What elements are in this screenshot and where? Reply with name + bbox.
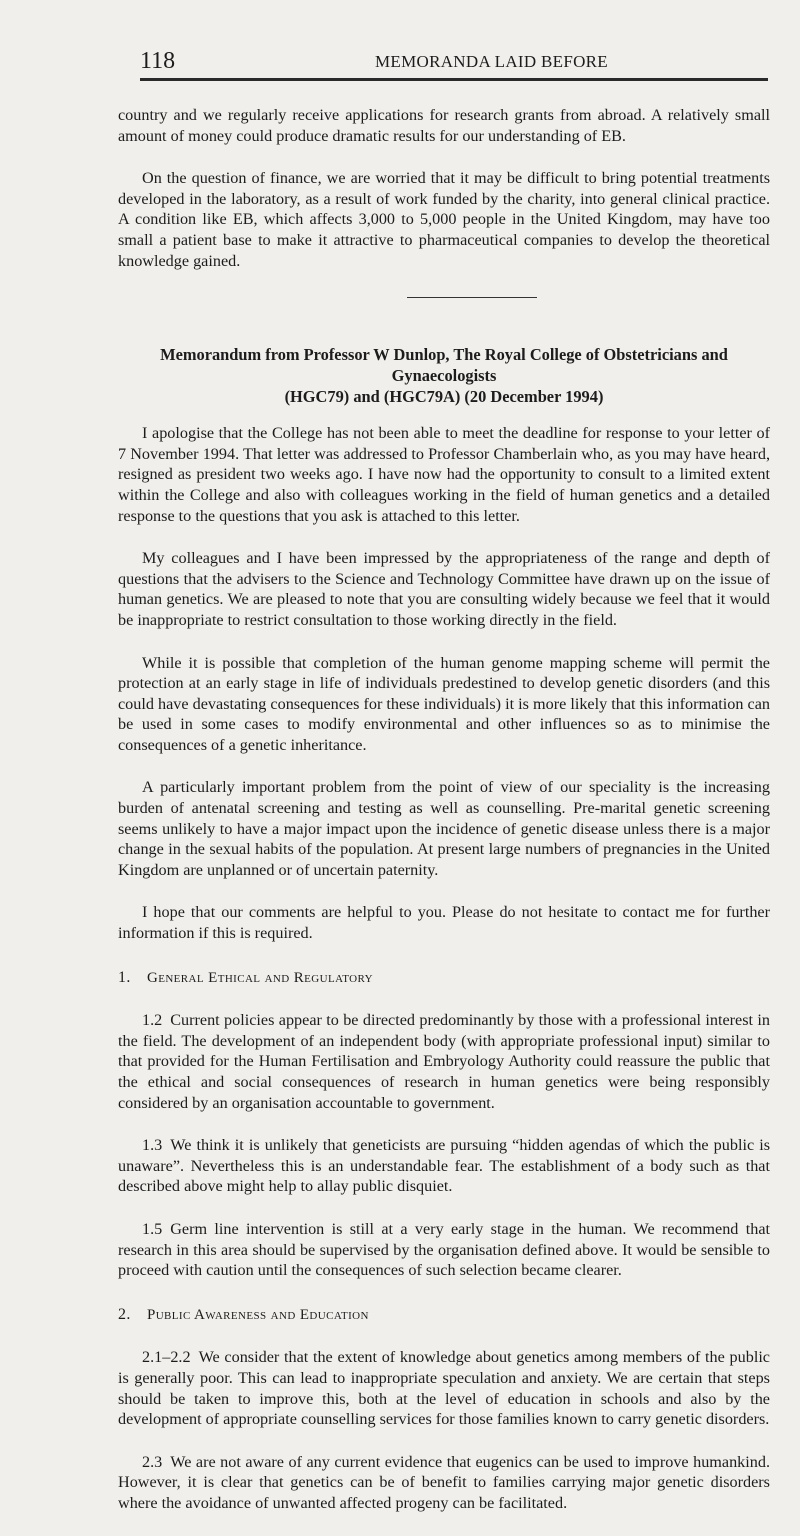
memorandum-heading-line: Memorandum from Professor W Dunlop, The Royal College of Obstetricians and Gynaecologists [160,345,728,386]
section-divider [407,297,537,298]
paragraph-text: We are not aware of any current evidence that eugenics can be used to improve humankind. However, it is clear that genetics can be of benefit to families carrying major genetic disorders where the avoidance of unwanted affected progeny can be facilitated. [118,1452,770,1512]
section-title: General Ethical and Regulatory [146,969,373,986]
continuation-paragraph: country and we regularly receive applications for research grants from abroad. A relatively small amount of money could produce dramatic results for our understanding of EB. [118,106,770,145]
running-title: MEMORANDA LAID BEFORE [375,52,608,71]
memorandum-paragraph: A particularly important problem from the point of view of our speciality is the increasing burden of antenatal screening and testing as well as counselling. Pre-marital genetic screening seems unlikely to have a major impact upon the incidence of genetic disease unless there is a major change in the sexual habits of the population. At present large numbers of pregnancies in the United Kingdom are unplanned or of uncertain paternity. [118,778,770,879]
section-heading [118,1305,770,1326]
memorandum-heading [118,344,770,407]
section-number: 2. [118,1305,131,1323]
paragraph-text: We think it is unlikely that geneticists are pursuing “hidden agendas of which the public is unaware”. Nevertheless this is an understandable fear. The establishment of a body such as that described above might help to allay public disquiet. [118,1136,770,1196]
paragraph-number: 2.3 [142,1452,163,1471]
section-title: Public Awareness and Education [146,1306,369,1323]
paragraph-number: 2.1–2.2 [142,1348,191,1367]
memorandum-paragraph: While it is possible that completion of the human genome mapping scheme will permit the protection at an early stage in life of individuals predestined to develop genetic disorders (and this could have devastating consequences for these individuals) it is more likely that this information can be used in some cases to modify environmental and other influences so as to minimise the consequences of a genetic inheritance. [118,653,770,754]
paragraph-number: 1.5 [142,1219,163,1238]
paragraph-number: 1.3 [142,1136,163,1155]
paragraph-text: Germ line intervention is still at a very early stage in the human. We recommend that research in this area should be supervised by the organisation defined above. It would be sensible to proceed with caution until the consequences of such selection became clearer. [118,1219,770,1280]
numbered-paragraph [118,1219,770,1281]
memorandum-paragraph: I hope that our comments are helpful to you. Please do not hesitate to contact me for further information if this is required. [118,903,770,943]
numbered-paragraph [118,1135,770,1197]
body-text [118,105,770,1536]
continuation-paragraph: On the question of finance, we are worried that it may be difficult to bring potential treatments developed in the laboratory, as a result of work funded by the charity, into general clinical practice. A condition like EB, which affects 3,000 to 5,000 people in the United Kingdom, may have too small a patient base to make it attractive to pharmaceutical companies to develop the theoretical knowledge gained. [118,169,770,270]
memorandum-paragraph: I apologise that the College has not been able to meet the deadline for response to your letter of 7 November 1994. That letter was addressed to Professor Chamberlain who, as you may have heard, resigned as president two weeks ago. I have now had the opportunity to consult to a limited extent within the College and also with colleagues working in the field of human genetics and a detailed response to the questions that you ask is attached to this letter. [118,424,770,525]
memorandum-heading-line: (HGC79) and (HGC79A) (20 December 1994) [284,387,604,407]
numbered-paragraph [118,1452,770,1514]
numbered-paragraph [118,1010,770,1113]
header-rule [140,78,768,81]
running-header [140,48,760,76]
section-heading [118,968,770,989]
section-number: 1. [118,968,131,986]
paragraph-text: We consider that the extent of knowledge about genetics among members of the public is generally poor. This can lead to inappropriate speculation and anxiety. We are certain that steps should be taken to improve this, both at the level of education in schools and also by the development of appropriate counselling services for those families known to carry genetic disorders. [118,1348,770,1429]
memorandum-paragraph: My colleagues and I have been impressed by the appropriateness of the range and depth of questions that the advisers to the Science and Technology Committee have drawn up on the issue of human genetics. We are pleased to note that you are consulting widely because we feel that it would be inappropriate to restrict consultation to those working directly in the field. [118,549,770,629]
numbered-paragraph [118,1347,770,1429]
paragraph-number: 1.2 [142,1011,163,1030]
paragraph-text: Current policies appear to be directed predominantly by those with a professional interest in the field. The development of an independent body (with appropriate professional input) similar to that provided for the Human Fertilisation and Embryology Authority could reassure the public that the ethical and social consequences of research in human genetics were being responsibly considered by an organisation accountable to government. [118,1011,770,1112]
page-number: 118 [140,48,176,74]
